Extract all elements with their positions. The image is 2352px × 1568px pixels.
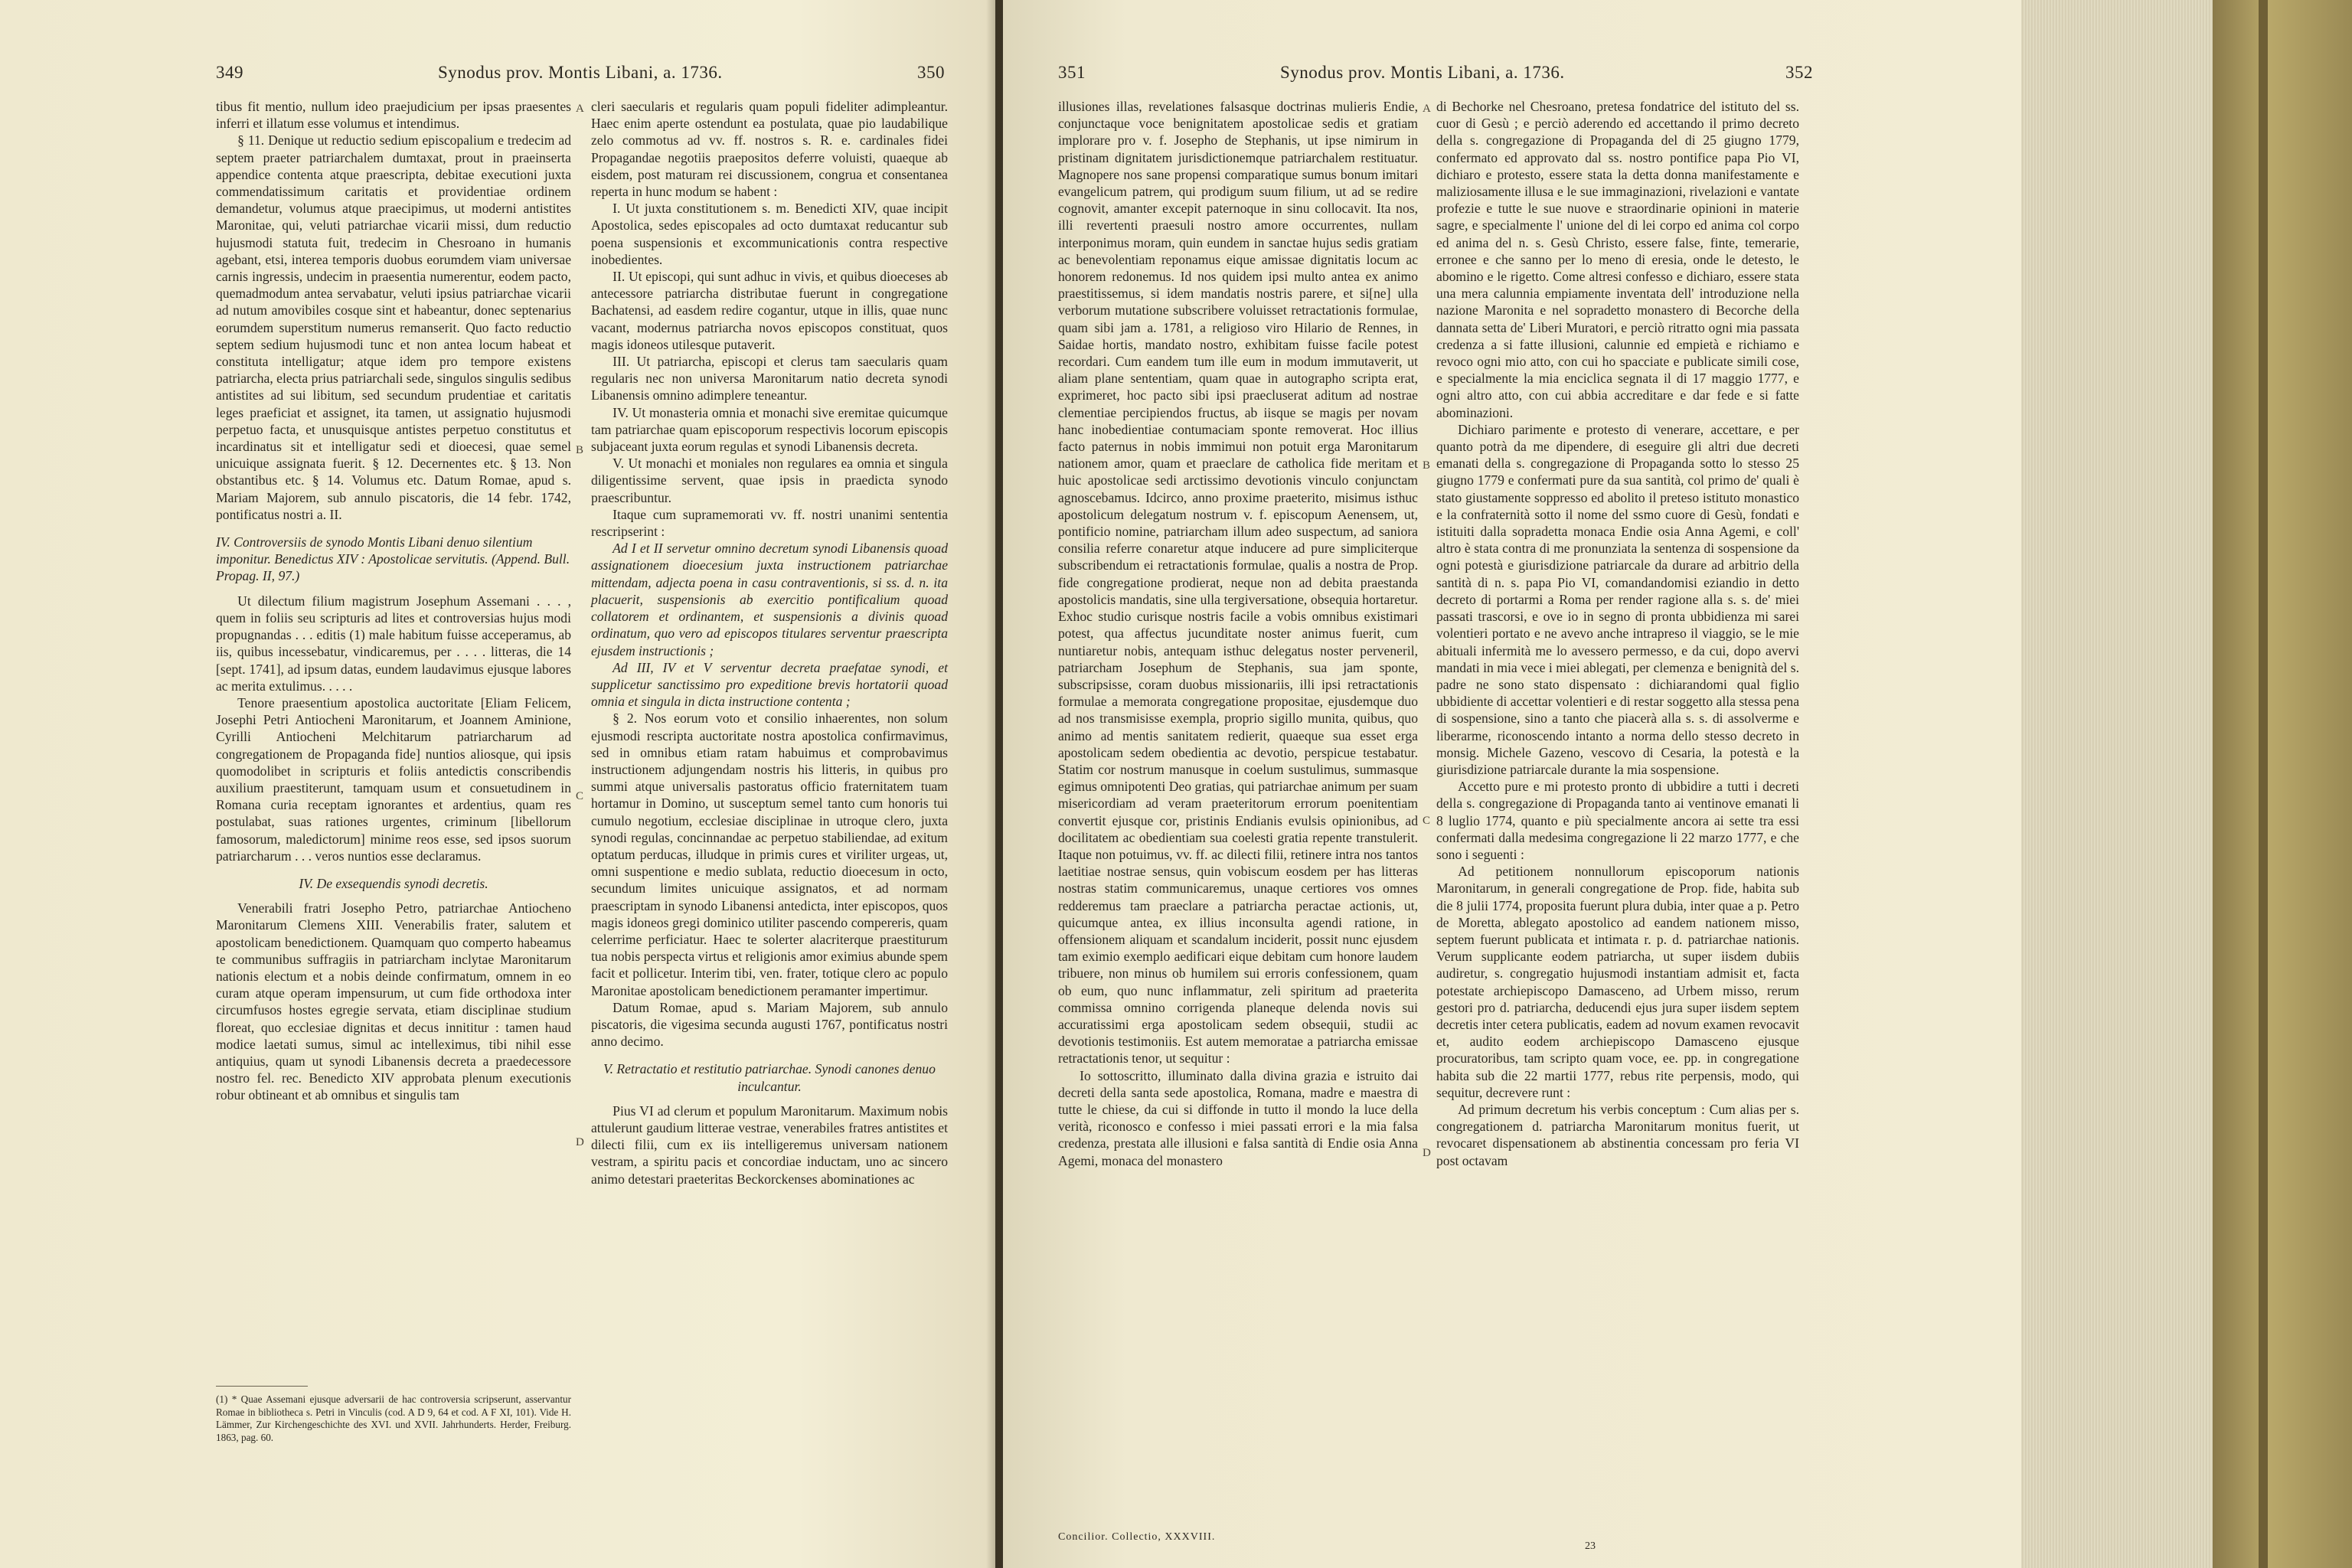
page-number-351: 351 xyxy=(1058,63,1086,82)
paragraph: Venerabili fratri Josepho Petro, patriarchae Antiocheno Maronitarum Clemens XIII. Venerabilis frater, salutem et apostolicam benedictionem. Quamquam quo comperto habeamus te communibus suffragiis in patriarcham inclytae Maronitarum nationis electum et a nobis deinde confirmatum, omnem in eo curam atque operam impensurum, ut cum fide orthodoxa inter circumfusos hostes egregie servata, etiam disciplinae studium floreat, quo ecclesiae dignitas et decus innititur : tamen haud modice laetati sumus, simul ac intelleximus, tibi nihil esse antiquius, quam ut synodi Libanensis decreta a praedecessore nostro fel. rec. Benedicto XIV approbata plenum executionis robur obtineant et ab omnibus et singulis tam xyxy=(216,900,571,1103)
signature-page-number: 23 xyxy=(1585,1540,1596,1552)
paragraph: cleri saecularis et regularis quam populi fideliter adimpleantur. Haec enim aperte ostendunt ea postulata, quae pio laudabilique zelo commotus ad vv. ff. nostros s. R. e. cardinales fidei Propagandae negotiis praepositos deferre voluisti, quaeque ab eisdem, post maturam rei discussionem, congrua et consentanea reperta in hunc modum se habent : xyxy=(591,99,948,200)
section-heading: V. Retractatio et restitutio patriarchae. Synodi canones denuo inculcantur. xyxy=(603,1061,936,1094)
paragraph: Ad III, IV et V serventur decreta praefatae synodi, et supplicetur sanctissimo pro expeditione brevis hortatorii quoad omnia et singula in dicta instructione contenta ; xyxy=(591,659,948,710)
signature-line: Concilior. Collectio, XXXVIII. xyxy=(1058,1531,1216,1543)
paragraph: IV. Ut monasteria omnia et monachi sive eremitae quicumque tam patriarchae quam episcoporum respectivis locorum episcopis subjaceant juxta eorum regulas et synodi Libanensis decreta. xyxy=(591,404,948,455)
margin-marker-a: A xyxy=(1423,103,1431,115)
margin-marker-c: C xyxy=(576,790,584,802)
paragraph: § 2. Nos eorum voto et consilio inhaerentes, non solum ejusmodi rescripta auctoritate nostra apostolica confirmavimus, sed in omnibus etiam ratam habuimus et comprobavimus instructionem adjungendam nostris his litteris, in quibus pro summi atque universalis pastoratus officio fraternitatem tuam hortamur in Domino, ut susceptum semel tanto cum honoris tui cumulo negotium, ecclesiae disciplinae in utroque clero, juxta synodi regulas, concinnandae ac perpetuo stabiliendae, ad exitum optatum perducas, illudque in primis cures et viriliter urgeas, ut, omni suspentione e medio sublata, reductio dioecesum in octo, secundum limites unicuique assignatos, et ad normam praescriptam in synodo Libanensi antedicta, inter episcopos, quos magis idoneos gregi dominico utiliter pascendo compereris, quam celerrime perficiatur. Haec te solerter alacriterque praestiturum tua nobis perspecta virtus et religionis amor eximius abunde spem facit et pollicetur. Interim tibi, ven. frater, totique clero ac populo Maronitae apostolicam benedictionem peramanter impertimur. xyxy=(591,710,948,998)
margin-marker-b: B xyxy=(1423,459,1431,472)
book-cover-edge xyxy=(2259,0,2268,1568)
margin-marker-b: B xyxy=(576,444,584,456)
paragraph: Ad primum decretum his verbis conceptum : Cum alias per s. congregationem d. patriarcha Maronitarum monitus fuerit, ut revocaret dispensationem ab abstinentia concessam pro feria VI post octavam xyxy=(1436,1101,1799,1168)
page-number-350: 350 xyxy=(917,63,945,82)
running-title-right: Synodus prov. Montis Libani, a. 1736. xyxy=(1280,63,1565,82)
paragraph: illusiones illas, revelationes falsasque doctrinas mulieris Endie, conjunctaque voce benignitatem apostolicae sedis et gratiam implorare pro v. f. Josepho de Stephanis, ut ipse nimirum in pristinam dignitatem jurisdictionemque patriarchalem restituatur. Magnopere nos sane propensi comparatique sumus bonum imitari evangelicum patrem, qui prodigum suum filium, ut ad se redire cognovit, amanter excepit paternoque in sinu collocavit. Ita nos, illi revertenti praesuli nostro amore occurrentes, nullam interponimus moram, quin eundem in sanctae hujus sedis gratiam ac benevolentiam reponamus eique amissae dignitatis locum ac honorem redonemus. Id nos quidem ipsi multo antea ex animo praestitissemus, si idem mandatis nostris parere, et si[ne] ulla verborum mutatione subscribere voluisset retractationis formulae, quam sibi jam a. 1781, a religioso viro Hilario de Rennes, in Saidae hortis, mandato nostro, exhibitam fuisse facile potest recordari. Cum eandem tum ille eum in modum immutaverit, ut aliam plane sententiam, quam quae in autographo scripta erat, exprimeret, hoc pacto sibi ipsi praecluserat aditum ad nostrae clementiae percipiendos fructus, ab iisque se magis per novam hanc inobedientiae contumaciam sponte removerat. Hoc illius facto paternus in nobis immimui non potuit erga Maronitarum nationem amor, quam et praeclare de catholica fide meritam et huic apostolicae sedi arctissimo devotionis vinculo conjunctam agnoscebamus. Idcirco, anno proxime praeterito, misimus isthuc apostolicum delegatum nostrum v. f. episcopum Aenensem, ut, pontificio nomine, patriarcham illum adeo suspectum, ad saniora consilia referre conaretur atque inducere ad pure simpliciterque subscribendum ei retractationis formulae, qualis a nostra de Prop. fide congregatione prodierat, neque non ad debita praestanda apostolicis mandatis, sine ulla tergiversatione, obsequia hortaretur. Exhoc studio curisque nostris facile a vobis omnibus existimari potest, qua affectus jucunditate noster animus fuerit, cum nuntiaretur nobis, antequam isthuc delegatus noster perveneril, patriarcham Josephum de Stephanis, sua jam sponte, subscripsisse, coram duobus missionariis, illi ipsi retractationis formulae a memorata congregatione propositae, ejusdemque duo ad nos transmisisse exempla, proprio sigillo munita, quibus, quo animo ad mentis sanitatem redierit, quaeque sua esset erga apostolicam sedem obedientia ac devotio, perspicue testabatur. Statim cor nostrum manusque in coelum sustulimus, summasque egimus omnipotenti Deo gratias, qui patriarchae animum per suam misericordiam ad veram praeteritorum errorum poenitentiam convertit ejusque cor, pristinis Endianis evulsis opinionibus, ad docilitatem ac obedientiam sua coelesti gratia repente transtulerit. Itaque non potuimus, vv. ff. ac dilecti filii, retinere intra nos tantos laetitiae nostrae sensus, quin vobiscum eosdem per has litteras nostras statim communicaremus, unaque certiores vos omnes redderemus tam praeclare a patriarcha peractae actionis, ut, quicumque antea, ex illius inconsulta agendi ratione, in offensionem aliquam et scandalum inciderit, possit nunc ejusdem tam eximio exemplo aedificari eique debitam cum honore laudem tribuere, non minus ob humilem sui erroris confessionem, quam ob eum, quo nunc inflammatur, zeli spiritum ad praeterita commissa omnino corrigenda planeque delenda novis sui accuratissimi erga apostolicam sedem obsequii, studii ac devotionis testimoniis. Est autem memoratae a patriarcha emissae retractationis tenor, ut sequitur : xyxy=(1058,99,1418,1067)
paragraph: Datum Romae, apud s. Mariam Majorem, sub annulo piscatoris, die vigesima secunda augusti 1767, pontificatus nostri anno decimo. xyxy=(591,999,948,1050)
margin-marker-d: D xyxy=(1423,1147,1431,1159)
paragraph: Ad petitionem nonnullorum episcoporum nationis Maronitarum, in generali congregatione de Prop. fide, habita sub die 8 julii 1774, proposita fuerunt plura dubia, inter quae a p. Petro de Moretta, ablegato apostolico ad eandem nationem misso, septem fuerunt publicata et intimata r. p. d. patriarchae nationis. Verum supplicante eodem patriarcha, ut super iisdem dubiis audiretur, s. congregatio hujusmodi instantiam admisit et, facta potestate archiepiscopo Damasceno, ad Urbem misso, rerum gestori pro d. patriarcha, deducendi ejus jura super iisdem septem decretis inter cetera publicatis, eadem ad novum examen revocavit et, audito eodem archiepiscopo Damasceno ejusque procuratoribus, tam scripto quam voce, ee. pp. in congregatione habita sub die 22 martii 1777, rebus rite perpensis, modo, qui sequitur, decrevere runt : xyxy=(1436,864,1799,1100)
paragraph: Ut dilectum filium magistrum Josephum Assemani . . . , quem in foliis seu scripturis ad lites et controversias hujus modi propugnandas . . . editis (1) male habitum fuisse acceperamus, ab iis, quibus incessebatur, vindicaremus, per . . . . litteras, die 14 [sept. 1741], ad ipsum datas, eundem laudavimus ejusque labores ac merita extulimus. . . . . xyxy=(216,593,571,694)
book-cover xyxy=(2213,0,2352,1568)
paragraph: § 11. Denique ut reductio sedium episcopalium e tredecim ad septem praeter patriarchalem dumtaxat, prout in praeinserta appendice contenta atque praescripta, debitae executioni juxta commendatissimum caritatis et providentiae ordinem demandetur, volumus atque praecipimus, ut moderni antistites Maronitae, qui, veluti patriarchae vicarii missi, dum reductio hujusmodi statuta fuit, tredecim in Chesroano in humanis agebant, etsi, interea temporis duobus eorumdem viam universae carnis ingressis, undecim in praesentia numerentur, eodem pacto, quemadmodum antea servabatur, veluti ipsius patriarchae vicarii ad nutum amovibiles cosque sint et habeantur, donec septenarius eorumdem superstitum numerus remanserit. Quo facto reductio septem sedium hujusmodi tunc et non antea locum habeat et constituta intelligatur; atque idem pro tempore existens patriarcha, electa prius patriarchali sede, singulos singulis sedibus antistites ad sui libitum, sed secundum prudentiae et caritatis leges praeficiat et assignet, ita tamen, ut assignatio hujusmodi perpetuo facta, et unusquisque antistes perpetuo constitutus et incardinatus sit et intelligatur sedi et dioecesi, quae semel unicuique assignata fuerit. § 12. Decernentes etc. § 13. Non obstantibus etc. § 14. Volumus etc. Datum Romae, apud s. Mariam Majorem, sub annulo piscatoris, die 14 febr. 1742, pontificatus nostri a. II. xyxy=(216,132,571,522)
right-column-1 xyxy=(1058,98,1418,1169)
page-number-349: 349 xyxy=(216,63,243,82)
left-column-1 xyxy=(216,98,571,1104)
margin-marker-c: C xyxy=(1423,815,1431,827)
paragraph: tibus fit mentio, nullum ideo praejudicium per ipsas praesentes inferri et illatum esse volumus et intendimus. xyxy=(216,99,571,132)
book-page-edges xyxy=(2021,0,2213,1568)
paragraph: Itaque cum supramemorati vv. ff. nostri unanimi sententia rescripserint : xyxy=(591,506,948,540)
page-number-352: 352 xyxy=(1785,63,1813,82)
paragraph: III. Ut patriarcha, episcopi et clerus tam saecularis quam regularis nec non universa Maronitarum natio decreta synodi Libanensis omnino adimplere teneantur. xyxy=(591,354,948,403)
paragraph: I. Ut juxta constitutionem s. m. Benedicti XIV, quae incipit Apostolica, sedes episcopales ad octo dumtaxat reducantur sub poena suspensionis et excommunicationis contra respective inobedientes. xyxy=(591,201,948,267)
margin-marker-d: D xyxy=(576,1136,584,1148)
section-heading: IV. Controversiis de synodo Montis Libani denuo silentium imponitur. Benedictus XIV : Apostolicae servitutis. (Append. Bull. Propag. II, 97.) xyxy=(216,534,570,584)
paragraph: Pius VI ad clerum et populum Maronitarum. Maximum nobis attulerunt gaudium litterae vestrae, venerabiles fratres antistites et dilecti filii, cum ex iis intelligeremus universam nationem vestram, a spiritu pacis et concordiae inductam, uno ac sincero animo detestari praeteritas Beckorckenses abominationes ac xyxy=(591,1102,948,1187)
paragraph: Io sottoscritto, illuminato dalla divina grazia e istruito dai decreti della santa sede apostolica, Romana, madre e maestra di tutte le chiese, da cui si diffonde in tutto il mondo la luce della verità, riconosco e confesso i miei passati errori e la mia falsa credenza, prestata alle illusioni e falsa santità di Endie osia Anna Agemi, monaca del monastero xyxy=(1058,1067,1418,1168)
paragraph: II. Ut episcopi, qui sunt adhuc in vivis, et quibus dioeceses ab antecessore patriarcha distributae fuerunt in congregatione Bachatensi, ad easdem redire cogantur, utque in illis, quae nunc vacant, modernus patriarcha novos episcopos constituat, quos magis idoneos utilesque putaverit. xyxy=(591,269,948,352)
right-page xyxy=(1003,0,2027,1568)
paragraph: Accetto pure e mi protesto pronto di ubbidire a tutti i decreti della s. congregazione di Propaganda tanto ai ventinove emanati li 8 luglio 1774, quanto e più specialmente ancora ai sette tra essi confermati dalla medesima congregazione li 22 marzo 1777, e che sono i seguenti : xyxy=(1436,779,1799,862)
paragraph: V. Ut monachi et moniales non regulares ea omnia et singula diligentissime servent, quae ipsis in praedicta synodo praescribuntur. xyxy=(591,456,948,505)
margin-marker-a: A xyxy=(576,103,584,115)
right-column-2 xyxy=(1436,98,1799,1169)
running-title-left: Synodus prov. Montis Libani, a. 1736. xyxy=(438,63,723,82)
footnote: (1) * Quae Assemani ejusque adversarii de hac controversia scripserunt, asservantur Romae in bibliotheca s. Petri in Vinculis (cod. A D 9, 64 et cod. A F XI, 101). Vide H. Lämmer, Zur Kirchengeschichte des XVI. und XVII. Jahrhunderts. Herder, Freiburg. 1863, pag. 60. xyxy=(216,1393,571,1443)
left-page xyxy=(0,0,995,1568)
paragraph: Dichiaro parimente e protesto di venerare, accettare, e per quanto potrà da me dipendere, di eseguire gli altri due decreti emanati della s. congregazione di Propaganda sotto lo stesso 25 giugno 1779 e confermati pure da sua santità, col primo de' quali è stato giustamente soppresso ed abolito il preteso istituto monastico e la confraternità sotto il nome del ssmo cuore di Gesù, fondati e istituiti dalla sopradetta monaca Endie osia Anna Agemi, e coll' altro è stata contra di me pronunziata la sentenza di sospensione da ogni potestà e giurisdizione patriarcale da durare ad arbitrio della santità di n. s. papa Pio VI, comandandomisi eziandio in detto decreto di portarmi a Roma per render ragione alla s. s. de' miei passati trascorsi, e ove io in segno di pronta ubbidienza mi sarei volentieri portato e ne avevo anche intrapreso il viaggio, se le mie abituali infermità me lo avessero permesso, e da cui, dopo avervi mandati in mia vece i miei ablegati, per clemenza e benignità del s. padre ne sono stato dispensato : dichiarandomi qual figlio ubbidiente di accettar volentieri e di restar soggetto alla stessa pena di sospensione, sino a tanto che piacerà alla s. s. di assolverme e liberarme, riconoscendo intanto a norma dello stesso decreto in monsig. Michele Gazeno, vescovo di Cesaria, la potestà e la giurisdizione patriarcale durante la mia sospensione. xyxy=(1436,421,1799,777)
left-column-2 xyxy=(591,98,948,1187)
paragraph: di Bechorke nel Chesroano, pretesa fondatrice del istituto del ss. cuor di Gesù ; e perciò aderendo ed accettando il primo decreto della s. congregazione di Propaganda del di 25 giugno 1779, confermato ed approvato dal ss. nostro pontifice papa Pio VI, dichiaro e protesto, essere stata la detta donna manifestamente e maliziosamente illusa e le sue immaginazioni, rivelazioni e vantate profezie e tutte le sue nuove e straordinarie opinioni in materie sagre, e specialmente l' unione del di lei corpo ed anima col corpo ed anima del n. s. Gesù Christo, essere false, finte, temerarie, erronee e che sanno per lo meno di eresia, onde le detesto, le abomino e le rigetto. Come altresi confesso e dichiaro, essere stata una mera calunnia empiamente inventata dell' introduzione nella nazione Maronita e nel sopradetto monastero di Becorche della dannata setta de' Liberi Muratori, e perciò ritratto ogni mia passata credenza a si fatte illusioni, calunnie ed empietà e richiamo e revoco ogni mio atto, con cui ho spacciate e publicate simili cose, e specialmente la mia enciclica segnata il di 17 maggio 1777, e ogni altro atto, con cui abbia accreditare e dar fede e si fatte abominazioni. xyxy=(1436,99,1799,420)
paragraph: Ad I et II servetur omnino decretum synodi Libanensis quoad assignationem dioecesium juxta instructionem patriarchae mittendam, adjecta poena in casu contraventionis, si ss. d. n. ita placuerit, suspensionis ab exercitio pontificalium quoad collatorem et ordinantem, et suspensionis a divinis quoad ordinatum, quo vero ad episcopos titulares serventur praescripta ejusdem instructionis ; xyxy=(591,541,948,658)
paragraph: Tenore praesentium apostolica auctoritate [Eliam Felicem, Josephi Petri Antiocheni Maronitarum, et Joannem Aminione, Cyrilli Antiocheni Melchitarum patriarcharum ad congregationem de Propaganda fide] nuntios aliosque, qui ipsis quomodolibet in scripturis et foliis antedictis conscribendis auxilium praestiterunt, tamquam usum et consuetudinem in Romana curia receptam ignorantes et ardentius, quam res postulabat, suas rationes urgentes, criminum [libellorum famosorum, maledictorum] minime reos esse, sed ipsos suorum patriarcharum . . . veros nuntios esse declaramus. xyxy=(216,694,571,864)
footnote-rule xyxy=(216,1386,308,1387)
section-heading: IV. De exsequendis synodi decretis. xyxy=(299,875,488,891)
